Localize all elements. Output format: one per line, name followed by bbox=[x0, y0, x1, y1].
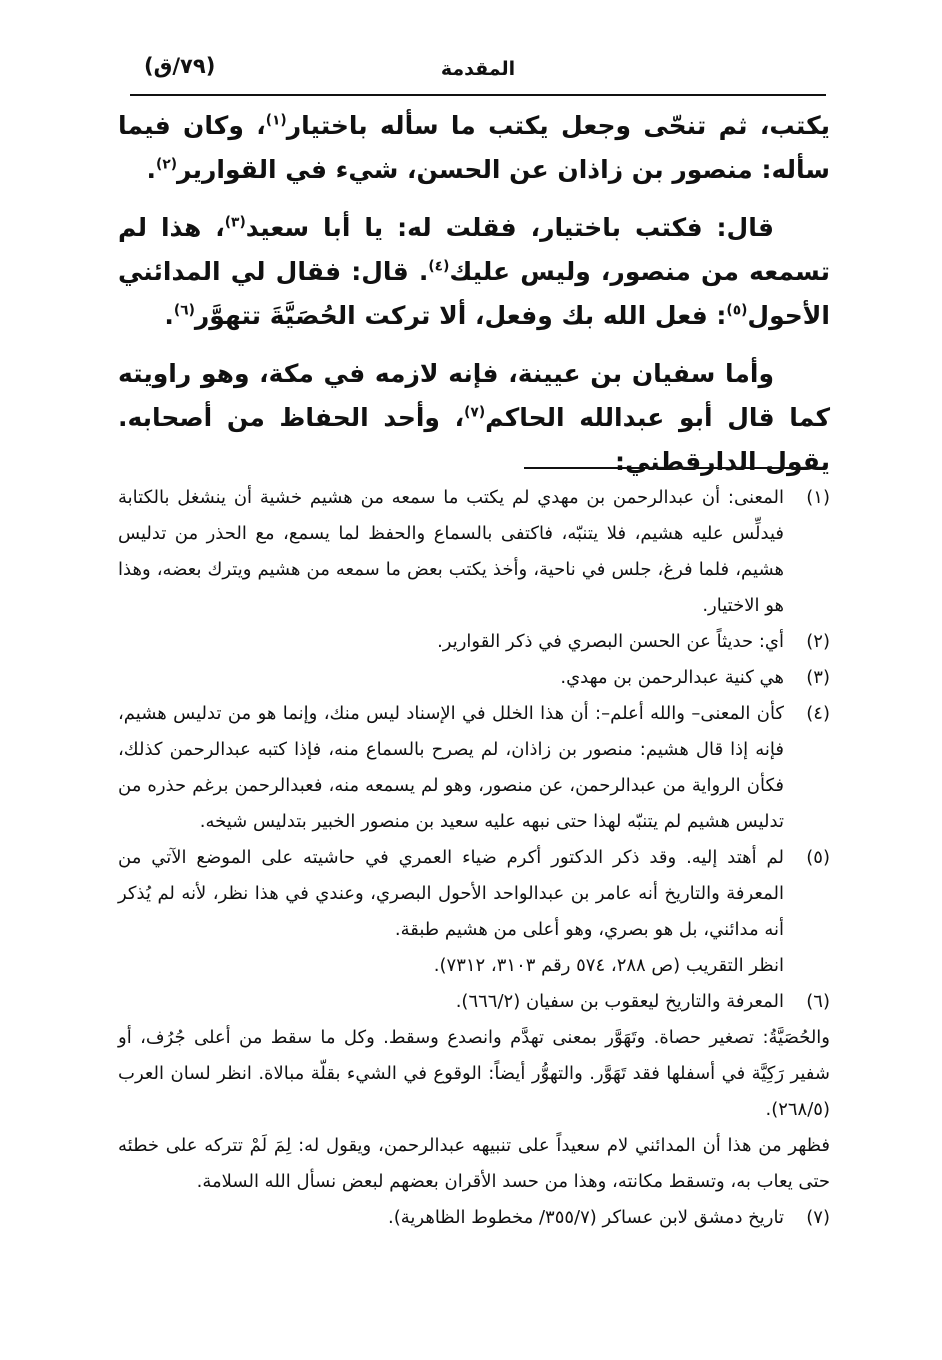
footnote-text: تاريخ دمشق لابن عساكر (٣٥٥/٧/ مخطوط الظاهرية). bbox=[387, 1207, 784, 1228]
footnote-text: والحُصَيَّةُ: تصغير حصاة. وتَهَوَّر بمعنى تهدَّم وانصدع وسقط. وكل ما سقط من أعلى جُرُف، أو شفير رَكِيَّة في أسفلها فقد تَهَوَّر. والتهوُّر أيضاً: الوقوع في الشيء بقلّة مبالاة. انظر لسان العرب (٢٦٨/٥). bbox=[118, 1027, 830, 1120]
main-text bbox=[118, 104, 830, 498]
paragraph-1 bbox=[118, 104, 830, 192]
footnote-number: (٥) bbox=[806, 847, 830, 868]
text-run: قال: فكتب باختيار، فقلت له: يا أبا سعيد bbox=[245, 213, 774, 242]
footnote-separator bbox=[524, 467, 818, 469]
footnote-6-continuation bbox=[118, 1020, 830, 1200]
footnote-6 bbox=[118, 984, 830, 1020]
footnote-number: (٣) bbox=[806, 667, 830, 688]
footnotes bbox=[118, 480, 830, 1236]
footnote-7 bbox=[118, 1200, 830, 1236]
footnote-text: كأن المعنى– والله أعلم–: أن هذا الخلل في الإسناد ليس منك، وإنما هو من تدليس هشيم، فإنه إذا قال هشيم: منصور بن زاذان، لم يصرح بالسماع منه، فإذا كتبه عبدالرحمن كذلك، فكأن الرواية من عبدالرحمن، عن منصور، وهو لم يسمعه منه، فعبدالرحمن برغم حذره من تدليس هشيم لم يتنبّه لهذا حتى نبهه عليه سعيد بن منصور الخبير بتدليس شيخه. bbox=[118, 703, 784, 832]
footnote-5 bbox=[118, 840, 830, 984]
footnote-4 bbox=[118, 696, 830, 840]
footnote-3 bbox=[118, 660, 830, 696]
text-run: . bbox=[146, 155, 157, 184]
text-run: ، وكان فيما سأله: منصور بن زاذان عن الحسن، شيء في القوارير bbox=[118, 111, 830, 184]
footnote-text: المعرفة والتاريخ ليعقوب بن سفيان (٦٦٦/٢). bbox=[455, 991, 784, 1012]
footnote-ref: (٣) bbox=[224, 214, 246, 231]
footnote-text: هي كنية عبدالرحمن بن مهدي. bbox=[560, 667, 784, 688]
footnote-text: المعنى: أن عبدالرحمن بن مهدي لم يكتب ما سمعه من هشيم خشية أن ينشغل بالكتابة فيدلِّس عليه هشيم، فلا يتنبّه، فاكتفى بالسماع والحفظ لما يسمع، مع الحذر من تدليس هشيم، فلما فرغ، جلس في ناحية، وأخذ يكتب بعض ما سمعه من هشيم ويترك بعضه، وهذا هو الاختيار. bbox=[118, 487, 784, 616]
footnote-text: فظهر من هذا أن المدائني لام سعيداً على تنبيهه عبدالرحمن، ويقول له: لِمَ لَمْ تتركه على خطئه حتى يعاب به، وتسقط مكانته، وهذا من حسد الأقران بعضهم لبعض نسأل الله السلامة. bbox=[118, 1135, 830, 1192]
text-run: يكتب، ثم تنحّى وجعل يكتب ما سأله باختيار bbox=[286, 111, 830, 140]
page-header bbox=[130, 50, 826, 96]
footnote-number: (٢) bbox=[806, 631, 830, 652]
text-run: : فعل الله بك وفعل، ألا تركت الحُصَيَّةَ تتهوَّر bbox=[194, 301, 727, 330]
footnote-body bbox=[118, 840, 784, 984]
footnote-ref: (٢) bbox=[156, 156, 178, 173]
footnote-1 bbox=[118, 480, 830, 624]
text-run: . bbox=[164, 301, 174, 330]
footnote-number: (٦) bbox=[806, 991, 830, 1012]
text-run: وأما سفيان بن عيينة، فإنه لازمه في مكة، وهو راويته كما قال أبو عبدالله الحاكم bbox=[118, 359, 830, 432]
footnote-ref: (٦) bbox=[173, 302, 195, 319]
text-run: . قال: فقال لي المدائني الأحول bbox=[118, 257, 830, 330]
footnote-ref: (٧) bbox=[464, 404, 486, 421]
footnote-reference: انظر التقريب (ص ٢٨٨، ٥٧٤ رقم ٣١٠٣، ٧٣١٢). bbox=[433, 955, 784, 976]
footnote-ref: (٥) bbox=[726, 302, 748, 319]
footnote-number: (٧) bbox=[806, 1207, 830, 1228]
running-title: المقدمة bbox=[440, 58, 516, 80]
footnote-text: أي: حديثاً عن الحسن البصري في ذكر القوارير. bbox=[437, 631, 784, 652]
text-run: ، وأحد الحفاظ من أصحابه. يقول الدارقطني: bbox=[118, 403, 830, 476]
footnote-text: لم أهتد إليه. وقد ذكر الدكتور أكرم ضياء العمري في حاشيته على الموضع الآتي من المعرفة والتاريخ أنه عامر بن عبدالواحد الأحول البصري، وعندي في هذا نظر، لأنه لم يُذكر أنه مدائني، بل هو بصري، وهو أعلى من هشيم طبقة. bbox=[118, 847, 784, 940]
footnote-number: (٤) bbox=[806, 703, 830, 724]
paragraph-3 bbox=[118, 352, 830, 484]
paragraph-2 bbox=[118, 206, 830, 338]
manuscript-ref: (٧٩/ق) bbox=[144, 54, 216, 78]
footnote-2 bbox=[118, 624, 830, 660]
text-run: ، هذا لم تسمعه من منصور، وليس عليك bbox=[118, 213, 830, 286]
footnote-number: (١) bbox=[806, 487, 830, 508]
footnote-ref: (١) bbox=[265, 112, 287, 129]
footnote-ref: (٤) bbox=[428, 258, 450, 275]
